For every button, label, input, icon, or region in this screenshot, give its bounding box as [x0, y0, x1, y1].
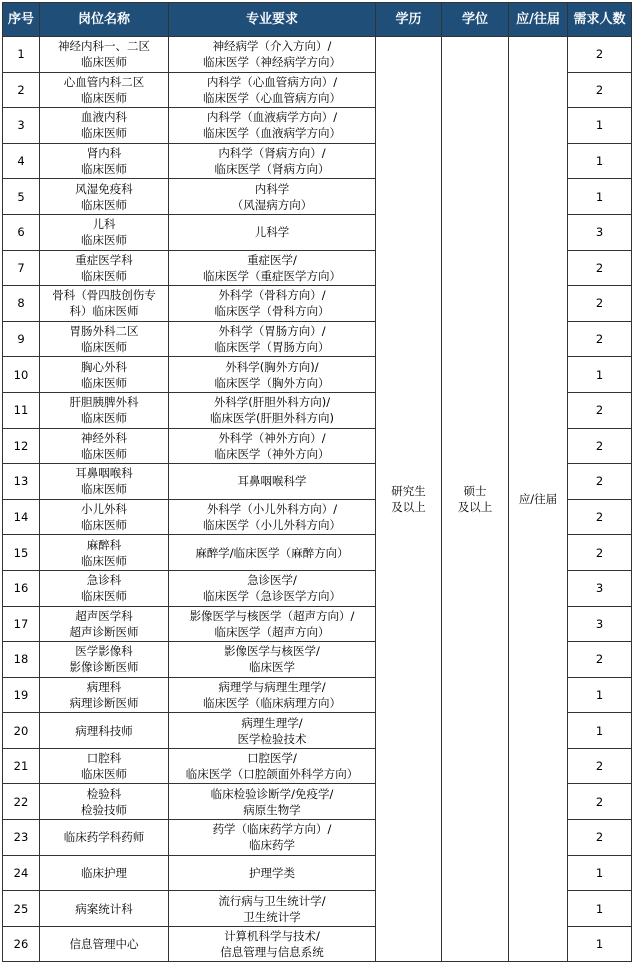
position-line: 病理科 — [86, 679, 122, 694]
major-line: 耳鼻咽喉科学 — [237, 474, 307, 489]
row-number: 2 — [3, 72, 40, 108]
position-line: 病理科技师 — [75, 723, 133, 738]
major-line: 卫生统计学 — [243, 909, 301, 924]
recruitment-table — [2, 2, 632, 962]
headcount-cell: 2 — [568, 464, 632, 500]
position-cell — [40, 37, 169, 73]
position-line: 口腔科 — [86, 751, 122, 766]
position-line: 临床医师 — [81, 482, 127, 497]
major-cell — [169, 214, 376, 250]
headcount-cell: 2 — [568, 72, 632, 108]
major-line: 临床医学（胸外方向） — [214, 375, 330, 390]
major-line: 外科学(肝胆外科方向)/ — [213, 395, 331, 410]
position-line: 临床医师 — [81, 767, 127, 782]
major-cell — [169, 250, 376, 286]
major-line: 外科学（胃肠方向）/ — [218, 324, 326, 339]
position-cell — [40, 428, 169, 464]
row-number: 6 — [3, 214, 40, 250]
header-graduate-status: 应/往届 — [509, 3, 568, 37]
major-line: 病原生物学 — [243, 802, 301, 817]
position-line: 科）临床医师 — [69, 304, 139, 319]
position-line: 临床医师 — [81, 162, 127, 177]
headcount-cell: 2 — [568, 428, 632, 464]
headcount-cell: 1 — [568, 926, 632, 962]
position-cell — [40, 677, 169, 713]
major-line: 药学（临床药学方向）/ — [212, 822, 332, 837]
major-cell — [169, 321, 376, 357]
position-line: 临床医师 — [81, 411, 127, 426]
row-number: 12 — [3, 428, 40, 464]
major-line: 临床医学（胃肠方向） — [214, 340, 330, 355]
row-number: 10 — [3, 357, 40, 393]
position-line: 临床医师 — [81, 375, 127, 390]
major-line: 内科学（血液病学方向）/ — [206, 110, 338, 125]
major-cell — [169, 535, 376, 571]
row-number: 9 — [3, 321, 40, 357]
major-line: 临床医学(肝胆外科方向) — [210, 411, 334, 426]
major-line: 临床医学（临床病理方向） — [203, 695, 341, 710]
headcount-cell: 2 — [568, 286, 632, 322]
major-cell — [169, 606, 376, 642]
position-cell — [40, 250, 169, 286]
major-line: 临床医学（口腔颌面外科学方向） — [185, 767, 359, 782]
headcount-cell: 1 — [568, 713, 632, 749]
row-number: 20 — [3, 713, 40, 749]
position-line: 临床医师 — [81, 340, 127, 355]
row-number: 1 — [3, 37, 40, 73]
position-line: 临床护理 — [81, 865, 127, 880]
major-line: 临床医学（重症医学方向） — [203, 268, 341, 283]
major-line: 临床检验诊断学/免疫学/ — [210, 786, 334, 801]
position-cell — [40, 143, 169, 179]
graduate-status-cell: 应/往届 — [509, 37, 568, 962]
position-line: 胸心外科 — [81, 359, 127, 374]
major-cell — [169, 713, 376, 749]
position-line: 检验技师 — [81, 802, 127, 817]
table-row — [3, 37, 632, 73]
major-cell — [169, 179, 376, 215]
major-line: 临床医学（骨科方向） — [214, 304, 330, 319]
major-cell — [169, 286, 376, 322]
position-cell — [40, 713, 169, 749]
major-cell — [169, 855, 376, 891]
row-number: 24 — [3, 855, 40, 891]
header-education: 学历 — [376, 3, 442, 37]
position-line: 重症医学科 — [75, 252, 133, 267]
position-cell — [40, 855, 169, 891]
position-line: 肾内科 — [86, 146, 122, 161]
position-cell — [40, 179, 169, 215]
major-cell — [169, 820, 376, 856]
position-line: 神经内科一、二区 — [58, 39, 150, 54]
row-number: 22 — [3, 784, 40, 820]
row-number: 3 — [3, 108, 40, 144]
position-line: 信息管理中心 — [69, 937, 139, 952]
major-line: 神经病学（介入方向）/ — [212, 39, 332, 54]
headcount-cell: 2 — [568, 820, 632, 856]
row-number: 23 — [3, 820, 40, 856]
position-cell — [40, 392, 169, 428]
position-line: 检验科 — [86, 786, 122, 801]
header-position: 岗位名称 — [40, 3, 169, 37]
headcount-cell: 2 — [568, 784, 632, 820]
headcount-cell: 2 — [568, 642, 632, 678]
position-line: 病案统计科 — [75, 901, 133, 916]
row-number: 4 — [3, 143, 40, 179]
position-cell — [40, 321, 169, 357]
major-line: 护理学类 — [249, 865, 295, 880]
major-line: 流行病与卫生统计学/ — [218, 893, 326, 908]
position-line: 临床医师 — [81, 197, 127, 212]
degree-cell — [442, 37, 509, 962]
major-line: 临床医学（心血管病方向） — [203, 90, 341, 105]
major-line: 临床医学（肾病方向） — [214, 162, 330, 177]
row-number: 13 — [3, 464, 40, 500]
headcount-cell: 3 — [568, 570, 632, 606]
position-line: 急诊科 — [86, 573, 122, 588]
major-line: （风湿病方向） — [231, 197, 313, 212]
headcount-cell: 1 — [568, 357, 632, 393]
major-line: 内科学 — [254, 181, 290, 196]
row-number: 25 — [3, 891, 40, 927]
headcount-cell: 1 — [568, 677, 632, 713]
position-line: 临床医师 — [81, 126, 127, 141]
headcount-cell: 3 — [568, 606, 632, 642]
degree-line: 及以上 — [457, 500, 493, 515]
position-line: 超声医学科 — [75, 608, 133, 623]
position-line: 影像诊断医师 — [69, 660, 139, 675]
row-number: 18 — [3, 642, 40, 678]
major-line: 病理学与病理生理学/ — [218, 679, 326, 694]
major-line: 临床医学（超声方向） — [214, 624, 330, 639]
row-number: 5 — [3, 179, 40, 215]
major-cell — [169, 926, 376, 962]
position-line: 临床医师 — [81, 518, 127, 533]
major-cell — [169, 428, 376, 464]
row-number: 7 — [3, 250, 40, 286]
major-line: 影像医学与核医学/ — [224, 644, 320, 659]
row-number: 26 — [3, 926, 40, 962]
major-cell — [169, 748, 376, 784]
major-cell — [169, 464, 376, 500]
major-line: 外科学（神外方向）/ — [218, 430, 326, 445]
header-count: 需求人数 — [568, 3, 632, 37]
position-line: 麻醉科 — [86, 537, 122, 552]
major-line: 外科学（小儿外科方向）/ — [206, 502, 338, 517]
row-number: 16 — [3, 570, 40, 606]
position-line: 胃肠外科二区 — [69, 324, 139, 339]
major-line: 影像医学与核医学（超声方向）/ — [189, 608, 355, 623]
position-cell — [40, 891, 169, 927]
education-line: 及以上 — [391, 500, 426, 515]
position-line: 神经外科 — [81, 430, 127, 445]
position-line: 临床医师 — [81, 268, 127, 283]
major-cell — [169, 677, 376, 713]
row-number: 15 — [3, 535, 40, 571]
row-number: 8 — [3, 286, 40, 322]
position-line: 临床医师 — [81, 589, 127, 604]
major-cell — [169, 357, 376, 393]
row-number: 19 — [3, 677, 40, 713]
major-cell — [169, 570, 376, 606]
major-cell — [169, 891, 376, 927]
major-line: 外科学（骨科方向）/ — [218, 288, 326, 303]
major-line: 临床医学（小儿外科方向） — [203, 518, 341, 533]
position-line: 临床医师 — [81, 446, 127, 461]
position-cell — [40, 784, 169, 820]
major-line: 临床医学（急诊医学方向） — [203, 589, 341, 604]
major-line: 医学检验技术 — [237, 731, 307, 746]
position-line: 医学影像科 — [75, 644, 133, 659]
position-line: 骨科（骨四肢创伤专 — [52, 288, 156, 303]
major-cell — [169, 37, 376, 73]
major-line: 临床医学（神经病学方向） — [203, 55, 341, 70]
major-line: 外科学(胸外方向)/ — [225, 359, 319, 374]
headcount-cell: 2 — [568, 535, 632, 571]
row-number: 21 — [3, 748, 40, 784]
education-cell — [376, 37, 442, 962]
position-line: 临床医师 — [81, 55, 127, 70]
position-cell — [40, 606, 169, 642]
headcount-cell: 3 — [568, 214, 632, 250]
major-line: 内科学（心血管病方向）/ — [206, 74, 338, 89]
position-line: 小儿外科 — [81, 502, 127, 517]
position-cell — [40, 214, 169, 250]
header-row — [3, 3, 632, 37]
headcount-cell: 2 — [568, 499, 632, 535]
major-line: 麻醉学/临床医学（麻醉方向） — [195, 545, 349, 560]
position-cell — [40, 499, 169, 535]
headcount-cell: 2 — [568, 748, 632, 784]
position-cell — [40, 570, 169, 606]
major-line: 临床药学 — [249, 838, 295, 853]
position-cell — [40, 642, 169, 678]
row-number: 11 — [3, 392, 40, 428]
headcount-cell: 1 — [568, 143, 632, 179]
headcount-cell: 2 — [568, 392, 632, 428]
position-line: 病理诊断医师 — [69, 695, 139, 710]
header-no: 序号 — [3, 3, 40, 37]
major-cell — [169, 72, 376, 108]
position-line: 儿科 — [92, 217, 116, 232]
position-line: 风湿免疫科 — [75, 181, 133, 196]
major-cell — [169, 143, 376, 179]
major-line: 信息管理与信息系统 — [220, 945, 324, 960]
position-cell — [40, 286, 169, 322]
position-line: 临床医师 — [81, 90, 127, 105]
position-cell — [40, 748, 169, 784]
major-line: 计算机科学与技术/ — [224, 929, 320, 944]
headcount-cell: 1 — [568, 108, 632, 144]
position-cell — [40, 108, 169, 144]
degree-line: 硕士 — [463, 484, 487, 499]
major-line: 口腔医学/ — [247, 751, 297, 766]
major-line: 临床医学（血液病学方向） — [203, 126, 341, 141]
headcount-cell: 1 — [568, 855, 632, 891]
position-cell — [40, 926, 169, 962]
table-body — [3, 37, 632, 962]
position-cell — [40, 357, 169, 393]
position-cell — [40, 535, 169, 571]
major-line: 病理生理学/ — [241, 715, 303, 730]
position-cell — [40, 464, 169, 500]
position-line: 超声诊断医师 — [69, 624, 139, 639]
position-line: 耳鼻咽喉科 — [75, 466, 133, 481]
headcount-cell: 1 — [568, 891, 632, 927]
position-line: 临床医师 — [81, 233, 127, 248]
education-line: 研究生 — [391, 484, 426, 499]
headcount-cell: 2 — [568, 250, 632, 286]
major-line: 重症医学/ — [247, 252, 297, 267]
headcount-cell: 2 — [568, 321, 632, 357]
major-line: 临床医学（神外方向） — [214, 446, 330, 461]
position-line: 临床药学科药师 — [63, 830, 145, 845]
position-cell — [40, 820, 169, 856]
major-cell — [169, 784, 376, 820]
header-degree: 学位 — [442, 3, 509, 37]
major-cell — [169, 392, 376, 428]
major-line: 急诊医学/ — [247, 573, 297, 588]
position-line: 心血管内科二区 — [63, 74, 145, 89]
major-line: 临床医学 — [249, 660, 295, 675]
row-number: 14 — [3, 499, 40, 535]
position-cell — [40, 72, 169, 108]
major-line: 内科学（肾病方向）/ — [218, 146, 326, 161]
header-major: 专业要求 — [169, 3, 376, 37]
position-line: 临床医师 — [81, 553, 127, 568]
position-line: 肝胆胰脾外科 — [69, 395, 139, 410]
row-number: 17 — [3, 606, 40, 642]
position-line: 血液内科 — [81, 110, 127, 125]
major-cell — [169, 499, 376, 535]
headcount-cell: 2 — [568, 37, 632, 73]
headcount-cell: 1 — [568, 179, 632, 215]
major-cell — [169, 642, 376, 678]
major-cell — [169, 108, 376, 144]
major-line: 儿科学 — [254, 225, 290, 240]
